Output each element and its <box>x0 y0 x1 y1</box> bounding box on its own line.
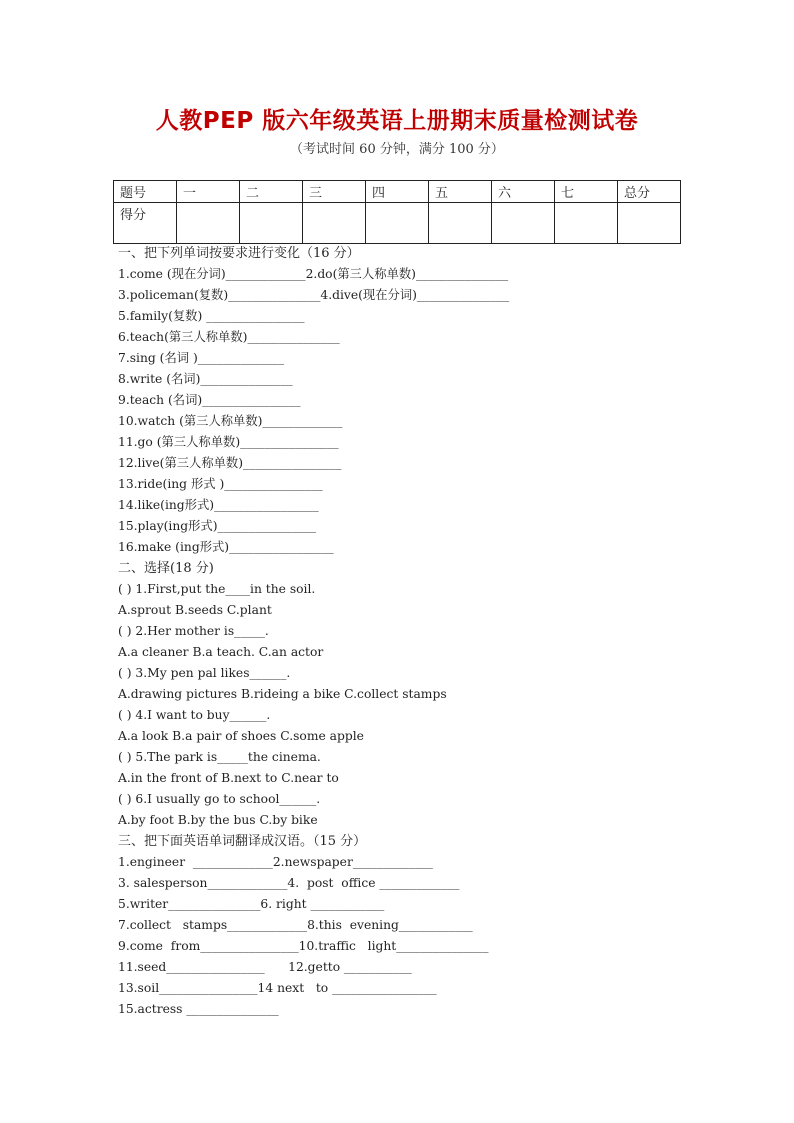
header-cell: 题号 <box>114 181 177 203</box>
question-line: 15.actress _______________ <box>118 1002 279 1016</box>
score-table <box>113 180 681 244</box>
question-line: 9.come from________________10.traffic light_______________ <box>118 939 489 953</box>
question-line: 14.like(ing形式)_________________ <box>118 498 319 512</box>
exam-content <box>118 243 738 1020</box>
question-line: 1.engineer _____________2.newspaper_____________ <box>118 855 433 869</box>
question-line: 13.soil________________14 next to _________________ <box>118 981 437 995</box>
section-heading: 一、把下列单词按要求进行变化（16 分） <box>118 246 360 261</box>
question-line: 8.write (名词)_______________ <box>118 372 293 386</box>
question-line: 9.teach (名词)________________ <box>118 393 301 407</box>
question-line: A.a look B.a pair of shoes C.some apple <box>118 729 364 743</box>
section-heading: 二、选择(18 分) <box>118 561 214 576</box>
question-line: ( ) 1.First,put the____in the soil. <box>118 582 316 596</box>
question-line: 7.collect stamps_____________8.this evening____________ <box>118 918 473 932</box>
section1-items <box>118 264 738 558</box>
section3-items <box>118 852 738 1020</box>
header-cell: 一 <box>177 181 240 203</box>
question-line: A.sprout B.seeds C.plant <box>118 603 272 617</box>
score-cell[interactable] <box>303 203 366 244</box>
section-heading: 三、把下面英语单词翻译成汉语。（15 分） <box>118 834 367 849</box>
question-line: A.by foot B.by the bus C.by bike <box>118 813 318 827</box>
question-line: 1.come (现在分词)_____________2.do(第三人称单数)_______________ <box>118 267 509 281</box>
header-cell: 总分 <box>618 181 681 203</box>
question-line: 5.family(复数) ________________ <box>118 309 305 323</box>
score-cell[interactable] <box>618 203 681 244</box>
question-line: A.drawing pictures B.rideing a bike C.collect stamps <box>118 687 447 701</box>
question-line: 5.writer_______________6. right ____________ <box>118 897 385 911</box>
question-line: 11.seed________________ 12.getto ___________ <box>118 960 412 974</box>
header-cell: 四 <box>366 181 429 203</box>
header-cell: 七 <box>555 181 618 203</box>
question-line: 12.live(第三人称单数)________________ <box>118 456 342 470</box>
score-table-header-row <box>114 181 681 203</box>
question-line: 13.ride(ing 形式 )________________ <box>118 477 323 491</box>
header-cell: 五 <box>429 181 492 203</box>
score-cell[interactable] <box>366 203 429 244</box>
question-line: A.in the front of B.next to C.near to <box>118 771 339 785</box>
question-line: ( ) 2.Her mother is_____. <box>118 624 269 638</box>
question-line: 3. salesperson_____________4. post office _____________ <box>118 876 460 890</box>
question-line: 6.teach(第三人称单数)_______________ <box>118 330 340 344</box>
score-cell[interactable] <box>240 203 303 244</box>
score-cell[interactable] <box>429 203 492 244</box>
question-line: A.a cleaner B.a teach. C.an actor <box>118 645 324 659</box>
section2-items <box>118 579 738 831</box>
exam-time-note: （考试时间 60 分钟，满分 100 分） <box>290 142 504 157</box>
row-label-cell: 得分 <box>114 203 177 244</box>
question-line: ( ) 3.My pen pal likes______. <box>118 666 291 680</box>
question-line: 16.make (ing形式)_________________ <box>118 540 334 554</box>
score-cell[interactable] <box>555 203 618 244</box>
score-table-score-row <box>114 203 681 244</box>
header-cell: 二 <box>240 181 303 203</box>
question-line: 11.go (第三人称单数)________________ <box>118 435 339 449</box>
score-cell[interactable] <box>492 203 555 244</box>
score-cell[interactable] <box>177 203 240 244</box>
question-line: 3.policeman(复数)_______________4.dive(现在分词)_______________ <box>118 288 510 302</box>
question-line: 15.play(ing形式)________________ <box>118 519 316 533</box>
question-line: 7.sing (名词 )______________ <box>118 351 284 365</box>
question-line: 10.watch (第三人称单数)_____________ <box>118 414 343 428</box>
question-line: ( ) 5.The park is_____the cinema. <box>118 750 321 764</box>
header-cell: 六 <box>492 181 555 203</box>
header-cell: 三 <box>303 181 366 203</box>
page-title: 人教PEP 版六年级英语上册期末质量检测试卷 <box>155 108 639 134</box>
question-line: ( ) 4.I want to buy______. <box>118 708 271 722</box>
question-line: ( ) 6.I usually go to school______. <box>118 792 321 806</box>
